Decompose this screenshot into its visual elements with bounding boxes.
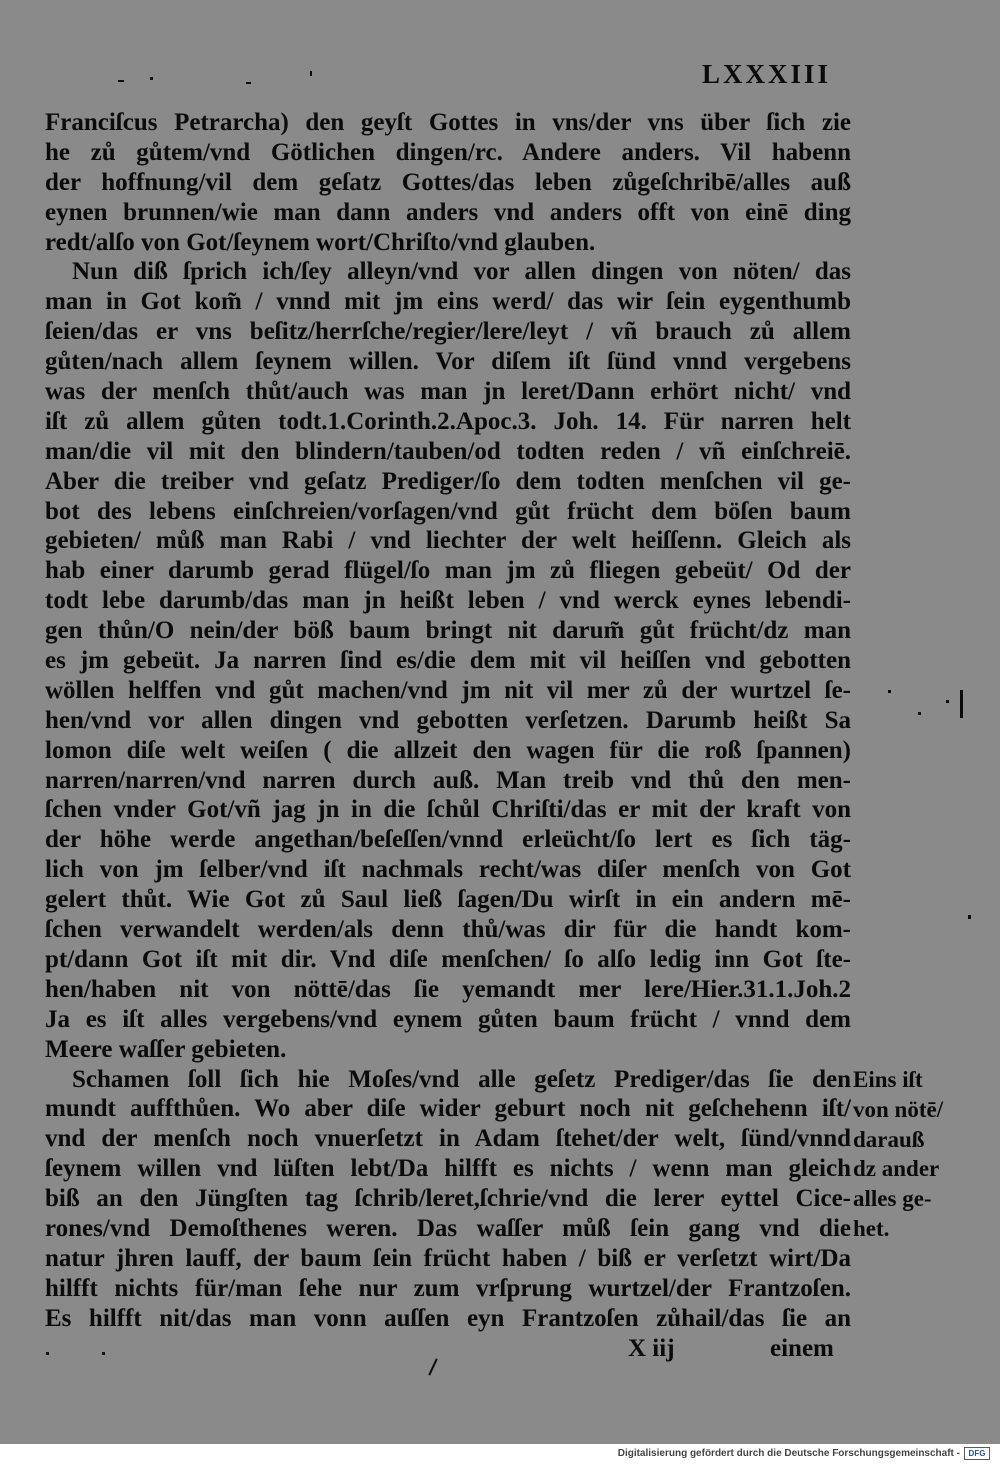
text-line: vnd der menſch noch vnuerſetzt in Adam ſtehet/der welt, ſünd/vnnd [45,1125,851,1153]
text-line: narren/narren/vnd narren durch auß. Man treib vnd thů den men- [45,766,851,794]
margin-note-line: dz ander [853,1156,940,1182]
text-line: Aber die treiber vnd geſatz Prediger/ſo dem todten menſchen vil ge- [45,467,851,495]
text-line: hab einer darumb gerad flügel/ſo man jm zů fliegen gebeüt/ Od der [45,557,851,585]
text-line: gůten/nach allem ſeynem willen. Vor diſem iſt ſünd vnnd vergebens [45,348,851,376]
text-line: biß an den Jüngſten tag ſchrib/leret,ſchrie/vnd die lerer eyttel Cice- [45,1185,851,1213]
text-line: hen/haben nit von nöttē/das ſie yemandt mer lere/Hier.31.1.Joh.2 [45,975,851,1003]
catchword: einem [770,1335,834,1362]
text-line: ſchen vnder Got/vñ jag jn in die ſchůl Chriſti/das er mit der kraft von [45,796,851,824]
text-line: ſchen verwandelt werden/als denn thů/was dir für die handt kom- [45,916,851,944]
text-line: hen/vnd vor allen dingen vnd gebotten verſetzen. Darumb heißt Sa [45,706,851,734]
text-line: ſeien/das er vns beſitz/herrſche/regier/lere/leyt / vñ brauch zů allem [45,318,851,346]
text-line: todt lebe darumb/das man jn heißt leben / vnd werck eynes lebendi- [45,587,851,615]
signature-mark: X iij [628,1335,675,1362]
text-line: bot des lebens einſchreien/vorſagen/vnd gůt frücht dem böſen baum [45,497,851,525]
text-line: man/die vil mit den blindern/tauben/od todten reden / vñ einſchreiē. [45,437,851,465]
text-line: Meere waſſer gebieten. [45,1035,287,1063]
scan-speck [960,690,963,718]
scan-speck [946,700,949,703]
dfg-logo: DFG [964,1447,990,1460]
text-line: Es hilfft nit/das man vonn auſſen eyn Frantzoſen zůhail/das ſie an [45,1304,851,1332]
text-line: hilfft nichts für/man ſehe nur zum vrſprung wurtzel/der Frantzoſen. [45,1274,851,1302]
text-line: rones/vnd Demoſthenes weren. Das waſſer můß ſein gang vnd die [45,1214,851,1242]
text-line: der höhe werde angethan/beſeſſen/vnnd erleücht/ſo lert es ſich täg- [45,826,851,854]
scan-speck [46,1352,49,1355]
scan-speck [102,1352,105,1355]
scan-speck [118,80,124,82]
main-text-block [45,108,851,1334]
margin-note-line: Eins iſt [853,1066,923,1092]
margin-note-line: darauß [853,1126,925,1152]
scan-speck [428,1358,437,1375]
text-line: gebieten/ můß man Rabi / vnd liechter der welt heiſſenn. Gleich als [45,527,851,555]
text-line: was der menſch thůt/auch was man jn leret/Dann erhört nicht/ vnd [45,378,851,406]
text-line: gen thůn/O nein/der böß baum bringt nit darum̃ gůt frücht/dz man [45,617,851,645]
footer-bar [0,1444,1000,1464]
funding-credit: Digitalisierung gefördert durch die Deutsche Forschungsgemeinschaft - [617,1448,960,1459]
text-line: ſeynem willen vnd lüſten lebt/Da hilfft es nichts / wenn man gleich [45,1155,851,1183]
scan-speck [918,712,921,715]
scan-speck [150,77,153,80]
text-line: wöllen helffen vnd gůt machen/vnd jm nit vil mer zů der wurtzel ſe- [45,676,851,704]
text-line: iſt zů allem gůten todt.1.Corinth.2.Apoc.3. Joh. 14. Für narren helt [45,407,851,435]
margin-note-line: von nötē/ [853,1096,944,1122]
scan-speck [968,915,971,919]
text-line: Ja es iſt alles vergebens/vnd eynem gůten baum frücht / vnnd dem [45,1005,851,1033]
margin-note [853,1065,979,1244]
text-line: natur jhren lauff, der baum ſein frücht haben / biß er verſetzt wirt/Da [45,1244,851,1272]
text-line: Nun diß ſprich ich/ſey alleyn/vnd vor allen dingen von nöten/ das [72,258,851,286]
scan-speck [310,71,312,76]
text-line: he zů gůtem/vnd Götlichen dingen/rc. Andere anders. Vil habenn [45,138,851,166]
folio-number: LXXXIII [702,59,832,89]
scan-speck [246,82,251,84]
text-line: Franciſcus Petrarcha) den geyſt Gottes in vns/der vns über ſich zie [45,109,851,136]
margin-note-line: het. [853,1216,890,1242]
text-line: Schamen ſoll ſich hie Moſes/vnd alle geſetz Prediger/das ſie den [72,1065,851,1093]
text-line: redt/alſo von Got/ſeynem wort/Chriſto/vnd glauben. [45,228,596,256]
text-line: gelert thůt. Wie Got zů Saul ließ ſagen/Du wirſt in ein andern mē- [45,886,851,914]
text-line: es jm gebeüt. Ja narren ſind es/die dem mit vil heiſſen vnd gebotten [45,647,851,675]
text-line: pt/dann Got iſt mit dir. Vnd diſe menſchen/ ſo alſo ledig inn Got ſte- [45,945,851,973]
scan-speck [888,690,891,693]
text-line: der hoffnung/vil dem geſatz Gottes/das leben zůgeſchribē/alles auß [45,168,851,196]
text-line: eynen brunnen/wie man dann anders vnd anders offt von einē ding [45,198,851,226]
text-line: lich von jm ſelber/vnd iſt nachmals recht/was diſer menſch von Got [45,856,851,884]
text-line: man in Got kom̃ / vnnd mit jm eins werd/ das wir ſein eygenthumb [45,288,851,316]
text-line: lomon diſe welt weiſen ( die allzeit den wagen für die roß ſpannen) [45,736,851,764]
margin-note-line: alles ge- [853,1186,932,1212]
text-line: mundt auffthůen. Wo aber diſe wider geburt noch nit geſchehenn iſt/ [45,1095,851,1123]
